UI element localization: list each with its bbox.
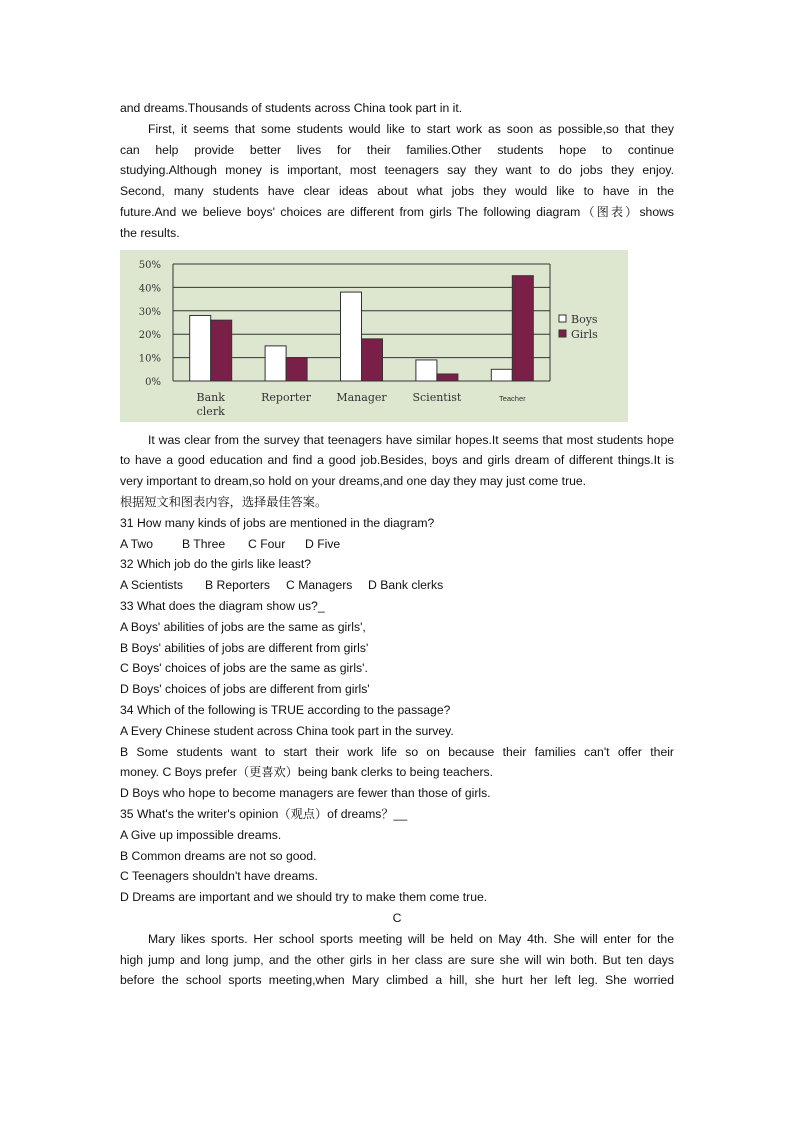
option[interactable]: A Scientists <box>120 578 183 593</box>
question-35: 35 What's the writer's opinion（观点）of dreams？__ <box>120 806 408 821</box>
question-31-options <box>120 534 674 555</box>
category-label: clerk <box>196 404 225 418</box>
paragraph-1-line: future.And we believe boys' choices are different from girls The following diagram（图表）shows <box>120 204 674 219</box>
option[interactable]: D Dreams are important and we should try to make them come true. <box>120 890 488 905</box>
section-c-heading: C <box>392 910 402 925</box>
option[interactable]: B Boys' abilities of jobs are different from girls' <box>120 640 369 655</box>
question-31: 31 How many kinds of jobs are mentioned in the diagram? <box>120 515 435 530</box>
question-34: 34 Which of the following is TRUE according to the passage? <box>120 702 451 717</box>
option[interactable]: money. C Boys prefer（更喜欢）being bank clerks to being teachers. <box>120 765 494 780</box>
bar-boys <box>491 369 512 381</box>
paragraph-1-line: Second, many students have clear ideas about what jobs they would like to have in the <box>120 184 674 199</box>
y-tick-label: 40% <box>138 282 161 294</box>
option[interactable]: A Every Chinese student across China took part in the survey. <box>120 723 454 738</box>
bar-boys <box>341 292 362 381</box>
option[interactable]: C Teenagers shouldn't have dreams. <box>120 869 318 884</box>
option[interactable]: A Two <box>120 536 153 551</box>
y-tick-label: 10% <box>138 353 161 365</box>
option[interactable]: A Boys' abilities of jobs are the same as girls', <box>120 619 366 634</box>
paragraph-1-line: First, it seems that some students would like to start work as soon as possible,so that they <box>148 121 674 136</box>
category-label: Bank <box>196 390 225 404</box>
chart-svg <box>120 250 628 422</box>
paragraph-2: It was clear from the survey that teenagers have similar hopes.It seems that most students hope to have a good education and find a good job.Besides, boys and girls dream of different things.It is very important to dream,so hold on your dreams,and one day they may just come true. <box>120 432 674 489</box>
bar-girls <box>512 275 533 380</box>
paragraph-1-line: can help provide better lives for their families.Other students hope to continue <box>120 142 674 157</box>
option[interactable]: C Managers <box>286 578 353 593</box>
y-tick-label: 0% <box>145 376 161 388</box>
bar-boys <box>416 360 437 381</box>
option[interactable]: B Some students want to start their work life so on because their families can't offer their <box>120 744 674 759</box>
option[interactable]: A Give up impossible dreams. <box>120 827 282 842</box>
option[interactable]: C Four <box>248 536 286 551</box>
y-tick-label: 50% <box>138 259 161 271</box>
paragraph-1-line: the results. <box>120 225 180 240</box>
paragraph-1-line: studying.Although money is important, most teenagers say they want to do jobs they enjoy. <box>120 163 674 178</box>
option[interactable]: C Boys' choices of jobs are the same as girls'. <box>120 661 368 676</box>
bar-girls <box>362 338 383 380</box>
bar-girls <box>437 374 458 381</box>
y-tick-label: 30% <box>138 306 161 318</box>
category-label: Teacher <box>498 393 526 403</box>
jobs-bar-chart <box>120 250 628 422</box>
section-c-line: Mary likes sports. Her school sports meeting will be held on May 4th. She will enter for the <box>148 931 674 946</box>
option[interactable]: B Reporters <box>205 578 271 593</box>
option[interactable]: D Bank clerks <box>368 578 444 593</box>
option[interactable]: B Common dreams are not so good. <box>120 848 317 863</box>
section-c-line: high jump and long jump, and the other girls in her class are sure she will win both. But ten days <box>120 952 674 967</box>
bar-girls <box>211 320 232 381</box>
question-33: 33 What does the diagram show us?_ <box>120 598 325 613</box>
category-label: Scientist <box>412 390 462 404</box>
bar-boys <box>265 345 286 380</box>
option[interactable]: B Three <box>182 536 226 551</box>
option[interactable]: D Boys' choices of jobs are different from girls' <box>120 682 370 697</box>
category-label: Reporter <box>261 390 312 404</box>
legend-label: Boys <box>571 312 598 326</box>
section-c-line: before the school sports meeting,when Mary climbed a hill, she hurt her left leg. She worried <box>120 973 674 988</box>
document-page <box>120 98 674 991</box>
bar-girls <box>286 357 307 380</box>
question-32: 32 Which job do the girls like least? <box>120 557 312 572</box>
legend-label: Girls <box>571 327 598 341</box>
category-label: Manager <box>336 390 387 404</box>
legend-swatch-boys <box>559 315 566 322</box>
instruction: 根据短文和图表内容，选择最佳答案。 <box>120 494 328 509</box>
intro-line: and dreams.Thousands of students across China took part in it. <box>120 101 463 115</box>
question-32-options <box>120 575 674 596</box>
y-tick-label: 20% <box>138 329 161 341</box>
option[interactable]: D Boys who hope to become managers are fewer than those of girls. <box>120 786 491 801</box>
bar-boys <box>190 315 211 381</box>
option[interactable]: D Five <box>305 536 341 551</box>
legend-swatch-girls <box>559 330 566 337</box>
